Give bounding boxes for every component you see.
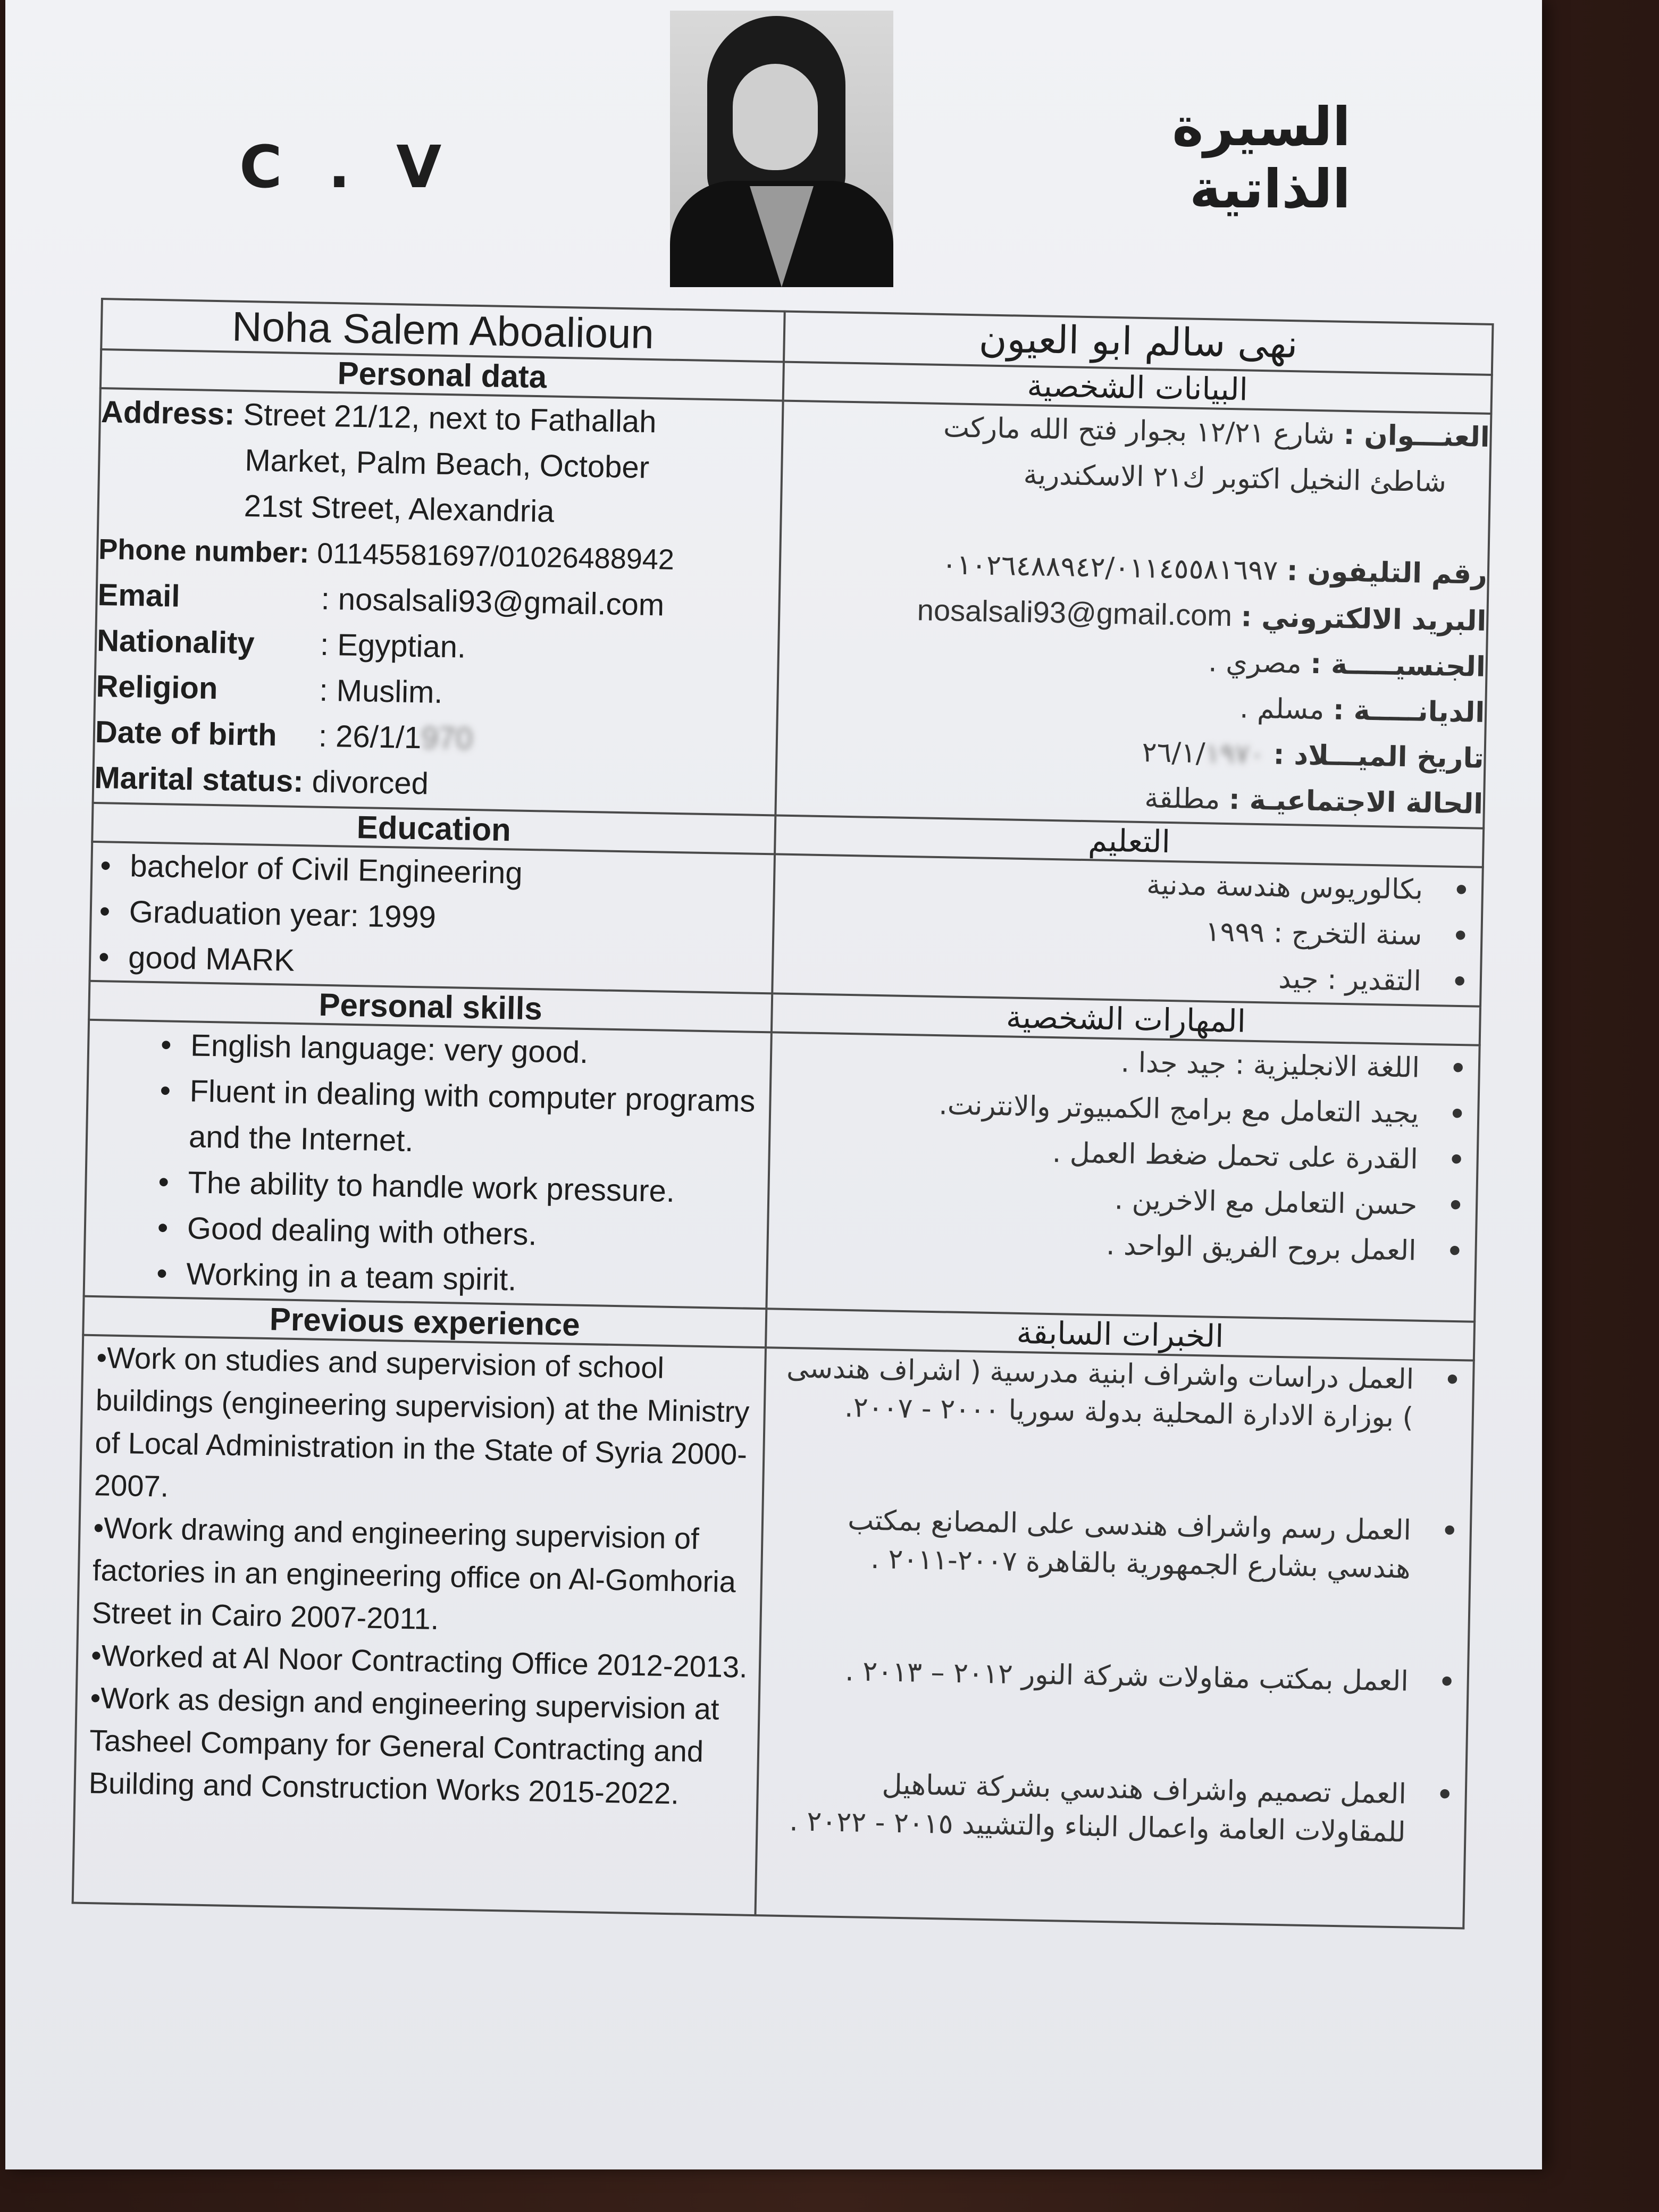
personal-data-arabic — [775, 401, 1491, 828]
address-value-3: 21st Street, Alexandria — [244, 488, 555, 529]
skill-item-arabic: • حسن التعامل مع الاخرين . — [780, 1171, 1418, 1228]
address-value-2: Market, Palm Beach, October — [244, 443, 650, 485]
experience-item: •Work as design and engineering supervision at Tasheel Company for General Contracting and Building and Construction Works 2015-2022. — [88, 1681, 719, 1811]
email-value: : nosalsali93@gmail.com — [321, 581, 665, 623]
personal-body-row — [93, 388, 1492, 828]
address-label: Address: — [100, 395, 236, 432]
religion-label: Religion — [96, 668, 218, 706]
ar-marital-label: الحالة الاجتماعيـة : — [1228, 784, 1484, 820]
ar-address-value-1: شارع ١٢/٢١ بجوار فتح الله ماركت — [943, 412, 1335, 451]
experience-item-arabic: • العمل دراسات واشراف ابنية مدرسية ( اشراف هندسى ) بوزارة الادارة المحلية بدولة سوريا ٢٠٠٠ - ٢٠٠٧. — [776, 1349, 1414, 1437]
education-english — [89, 842, 775, 993]
ar-marital-value: مطلقة — [1144, 782, 1220, 816]
ar-address-label: العنـــوان : — [1343, 418, 1490, 454]
ar-nationality-label: الجنسيـــــة : — [1310, 648, 1486, 683]
dob-label: Date of birth — [95, 714, 278, 753]
ar-dob-value: ٢٦/١/ — [1142, 736, 1206, 770]
skills-body-row — [84, 1020, 1480, 1322]
personal-data-english — [93, 388, 783, 815]
name-arabic: نهى سالم ابو العيون — [784, 312, 1493, 375]
ar-dob-redacted: ١٩٧٠ — [1204, 738, 1265, 771]
ar-religion-label: الديانـــــة : — [1333, 694, 1485, 729]
ar-phone-value: ٠١٠٢٦٤٨٨٩٤٢/٠١١٤٥٥٨١٦٩٧ — [941, 549, 1278, 587]
profile-photo — [670, 11, 893, 287]
email-label: Email — [97, 577, 181, 614]
ar-nationality-value: مصري . — [1208, 646, 1302, 680]
skill-item-arabic: • يجيد التعامل مع برامج الكمبيوتر والانترنت. — [782, 1079, 1419, 1137]
skills-arabic — [766, 1032, 1479, 1321]
skill-item: • Fluent in dealing with computer programs and the Internet. — [188, 1068, 769, 1170]
education-body-row — [89, 842, 1482, 1007]
experience-item-arabic: • العمل تصميم واشراف هندسي بشركة تساهيل للمقاولات العامة واعمال البناء والتشييد ٢٠١٥ - ٢٠٢٢ . — [768, 1764, 1406, 1852]
education-arabic — [772, 854, 1483, 1006]
skills-header: Personal skills — [89, 981, 772, 1033]
cv-table — [72, 298, 1494, 1930]
education-item-arabic: • التقدير : جيد — [784, 947, 1421, 1004]
education-header-arabic: التعليم — [775, 815, 1484, 867]
ar-dob-label: تاريخ الميـــلاد : — [1273, 739, 1485, 775]
experience-item: •Work on studies and supervision of school buildings (engineering supervision) at the Ministry of Local Administration in the State of Syria 2000-2007. — [94, 1340, 750, 1503]
ar-address-value-2: شاطئ النخيل اكتوبر ك٢١ الاسكندرية — [1023, 458, 1447, 499]
address-value-1: Street 21/12, next to Fathallah — [242, 397, 657, 440]
name-english: Noha Salem Aboalioun — [101, 299, 785, 362]
nationality-value: : Egyptian. — [320, 627, 466, 665]
experience-item-arabic: • العمل بمكتب مقاولات شركة النور ٢٠١٢ – ٢٠١٣ . — [771, 1651, 1409, 1701]
ar-phone-label: رقم التليفون : — [1286, 555, 1488, 591]
cv-paper — [5, 0, 1542, 2169]
religion-value: : Muslim. — [319, 673, 443, 710]
ar-religion-value: مسلم . — [1239, 692, 1325, 726]
education-item-arabic: • بكالوريوس هندسة مدنية — [785, 856, 1423, 913]
experience-arabic — [755, 1347, 1473, 1928]
skill-item-arabic: • اللغة الانجليزية : جيد جدا . — [782, 1034, 1420, 1091]
phone-value: 01145581697/01026488942 — [316, 537, 675, 576]
education-item: • bachelor of Civil Engineering — [130, 843, 774, 901]
skill-item: • The ability to handle work pressure. — [188, 1160, 768, 1216]
experience-english — [73, 1335, 766, 1915]
cv-title: C . V — [239, 133, 455, 201]
education-item-arabic: • سنة التخرج : ١٩٩٩ — [785, 901, 1422, 959]
ar-email-value: nosalsali93@gmail.com — [917, 593, 1233, 633]
skill-item: • Good dealing with others. — [187, 1205, 767, 1262]
photo-face — [733, 64, 818, 170]
personal-data-header-arabic: البيانات الشخصية — [783, 362, 1492, 414]
personal-data-header: Personal data — [100, 349, 784, 401]
skill-item-arabic: • القدرة على تحمل ضغط العمل . — [781, 1125, 1418, 1183]
skills-english — [84, 1020, 772, 1309]
experience-header-arabic: الخبرات السابقة — [766, 1309, 1474, 1360]
education-item: • good MARK — [128, 935, 772, 992]
skill-item: • English language: very good. — [190, 1023, 770, 1079]
phone-label: Phone number: — [98, 533, 309, 569]
education-header: Education — [92, 803, 775, 854]
experience-item: •Work drawing and engineering supervision of factories in an engineering office on Al-Gomhoria Street in Cairo 2007-2011. — [91, 1511, 736, 1636]
skills-header-arabic: المهارات الشخصية — [772, 993, 1480, 1045]
marital-value: divorced — [312, 764, 429, 801]
arabic-title: السيرة الذاتية — [1172, 96, 1351, 220]
experience-item-arabic: • العمل رسم واشراف هندسى على المصانع بمكتب هندسي بشارع الجمهورية بالقاهرة ٢٠٠٧-٢٠١١ . — [773, 1500, 1411, 1588]
dob-redacted: 970 — [421, 720, 473, 756]
education-item: • Graduation year: 1999 — [129, 889, 773, 946]
experience-body-row — [73, 1335, 1474, 1929]
skill-item: • Working in a team spirit. — [186, 1251, 766, 1308]
nationality-label: Nationality — [96, 623, 255, 661]
marital-label: Marital status: — [94, 760, 304, 799]
dob-value: : 26/1/1 — [318, 718, 422, 756]
ar-email-label: البريد الالكتروني : — [1240, 601, 1487, 638]
skill-item-arabic: • العمل بروح الفريق الواحد . — [779, 1217, 1417, 1274]
experience-header: Previous experience — [83, 1296, 766, 1348]
experience-item: •Worked at Al Noor Contracting Office 2012-2013. — [90, 1638, 748, 1684]
